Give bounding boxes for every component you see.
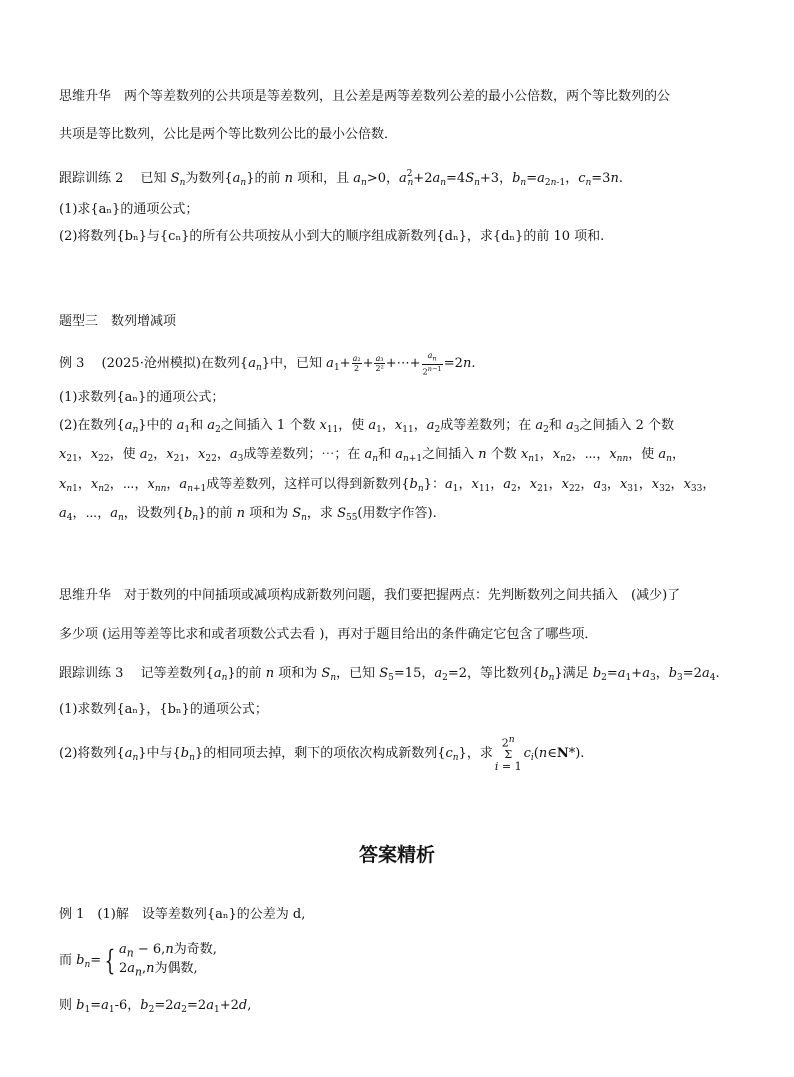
summary-paragraph-2-line-1: 思维升华 对于数列的中间插项或减项构成新数列问题，我们要把握两点：先判断数列之间共插入 (减少)了 xyxy=(59,588,681,603)
example-3-question-2-line-3: $x_{n1}$，$x_{n2}$，⋯，$x_{nn}$，$a_{n+1}$成等差数列，这样可以得到新数列$\{b_n\}$：$a_1$，$x_{11}$，$a_2$，$x_{21}$，$x_{22}$，$a_3$，$x_{31}$，$x_{32}$，$x_{33}$， xyxy=(59,477,716,494)
training-2-question-2: (2)将数列{bₙ}与{cₙ}的所有公共项按从小到大的顺序组成新数列{dₙ}，求{dₙ}的前 10 项和. xyxy=(59,229,605,244)
section-title-type-3: 题型三 数列增减项 xyxy=(59,314,177,329)
training-3-question-2: (2)将数列$\{a_n\}$中与$\{b_n\}$的相同项去掉，剩下的项依次构成新数列$\{c_n\}$，求 2$^n$ Σ i = 1 $c_i(n\in N*)$. xyxy=(59,733,585,774)
training-3-label: 跟踪训练 3 xyxy=(59,666,124,681)
answer-heading: 答案精析 xyxy=(358,844,435,866)
example-3-question-1: (1)求数列{aₙ}的通项公式； xyxy=(59,390,225,405)
example-3-question-2-line-1: (2)在数列$\{a_n\}$中的 $a_1$和 $a_2$之间插入 1 个数 $x_{11}$，使 $a_1$，$x_{11}$，$a_2$成等差数列；在 $a_2$和 $a_3$之间插入 2 个数 xyxy=(59,418,675,435)
summary-paragraph-1-line-1: 思维升华 两个等差数列的公共项是等差数列，且公差是两等差数列公差的最小公倍数，两个等比数列的公 xyxy=(59,89,671,104)
sum-symbol: 2$^n$ Σ i = 1 xyxy=(494,733,522,774)
summary-paragraph-2-line-2: 多少项 (运用等差等比求和或者项数公式去看 )，再对于题目给出的条件确定它包含了哪些项． xyxy=(59,627,598,642)
answer-line-1: 例 1 (1)解 设等差数列{aₙ}的公差为 d, xyxy=(59,907,306,922)
training-3-question-1: (1)求数列{aₙ}，{bₙ}的通项公式； xyxy=(59,702,268,717)
training-2-statement: 跟踪训练 2 已知 $S_n$为数列$\{a_n\}$的前 n 项和，且 $a_n>0$，$a^2_n+2a_n=4S_n+3$，$b_n=a_{2n-1}$，$c_n=3n$. xyxy=(59,169,623,188)
example-3-label: 例 3 xyxy=(59,356,85,372)
training-2-label: 跟踪训练 2 xyxy=(59,171,124,186)
example-3-question-2-line-4: $a_4$，⋯，$a_n$，设数列$\{b_n\}$的前 n 项和为 $S_n$，求 $S_{55}$(用数字作答). xyxy=(59,506,437,523)
training-2-question-1: (1)求{aₙ}的通项公式； xyxy=(59,202,199,217)
answer-line-3: 则 $b_1=a_1-6$，$b_2=2a_2=2a_1+2d$, xyxy=(59,998,252,1015)
summary-paragraph-1-line-2: 共项是等比数列，公比是两个等比数列公比的最小公倍数． xyxy=(59,127,398,142)
training-3-statement: 跟踪训练 3 记等差数列$\{a_n\}$的前 n 项和为 $S_n$，已知 $S_5=15$，$a_2=2$，等比数列$\{b_n\}$满足 $b_2=a_1+a_3$，$b_3=2a_4$. xyxy=(59,666,720,683)
example-3-source: (2025·沧州模拟) xyxy=(101,356,201,372)
example-3-question-2-line-2: $x_{21}$，$x_{22}$，使 $a_2$，$x_{21}$，$x_{22}$，$a_3$成等差数列；⋯；在 $a_n$和 $a_{n+1}$之间插入 n 个数 $x_{n1}$，$x_{n2}$，⋯，$x_{nn}$，使 $a_n$， xyxy=(59,447,685,464)
answer-piecewise-definition: 而 $b_n=$ { $a_n - 6,n$为奇数, $2a_n,n$为偶数, xyxy=(59,942,217,979)
example-3-statement: 例 3 (2025·沧州模拟)在数列$\{a_n\}$中，已知 $a_1+$ $\frac{\text{a₂}}{2}$ + $\frac{\text{a₃}}{\text{2²}}$ +⋯+ $\frac{a_n}{2^{n-1}}$ =2n. xyxy=(59,351,476,377)
